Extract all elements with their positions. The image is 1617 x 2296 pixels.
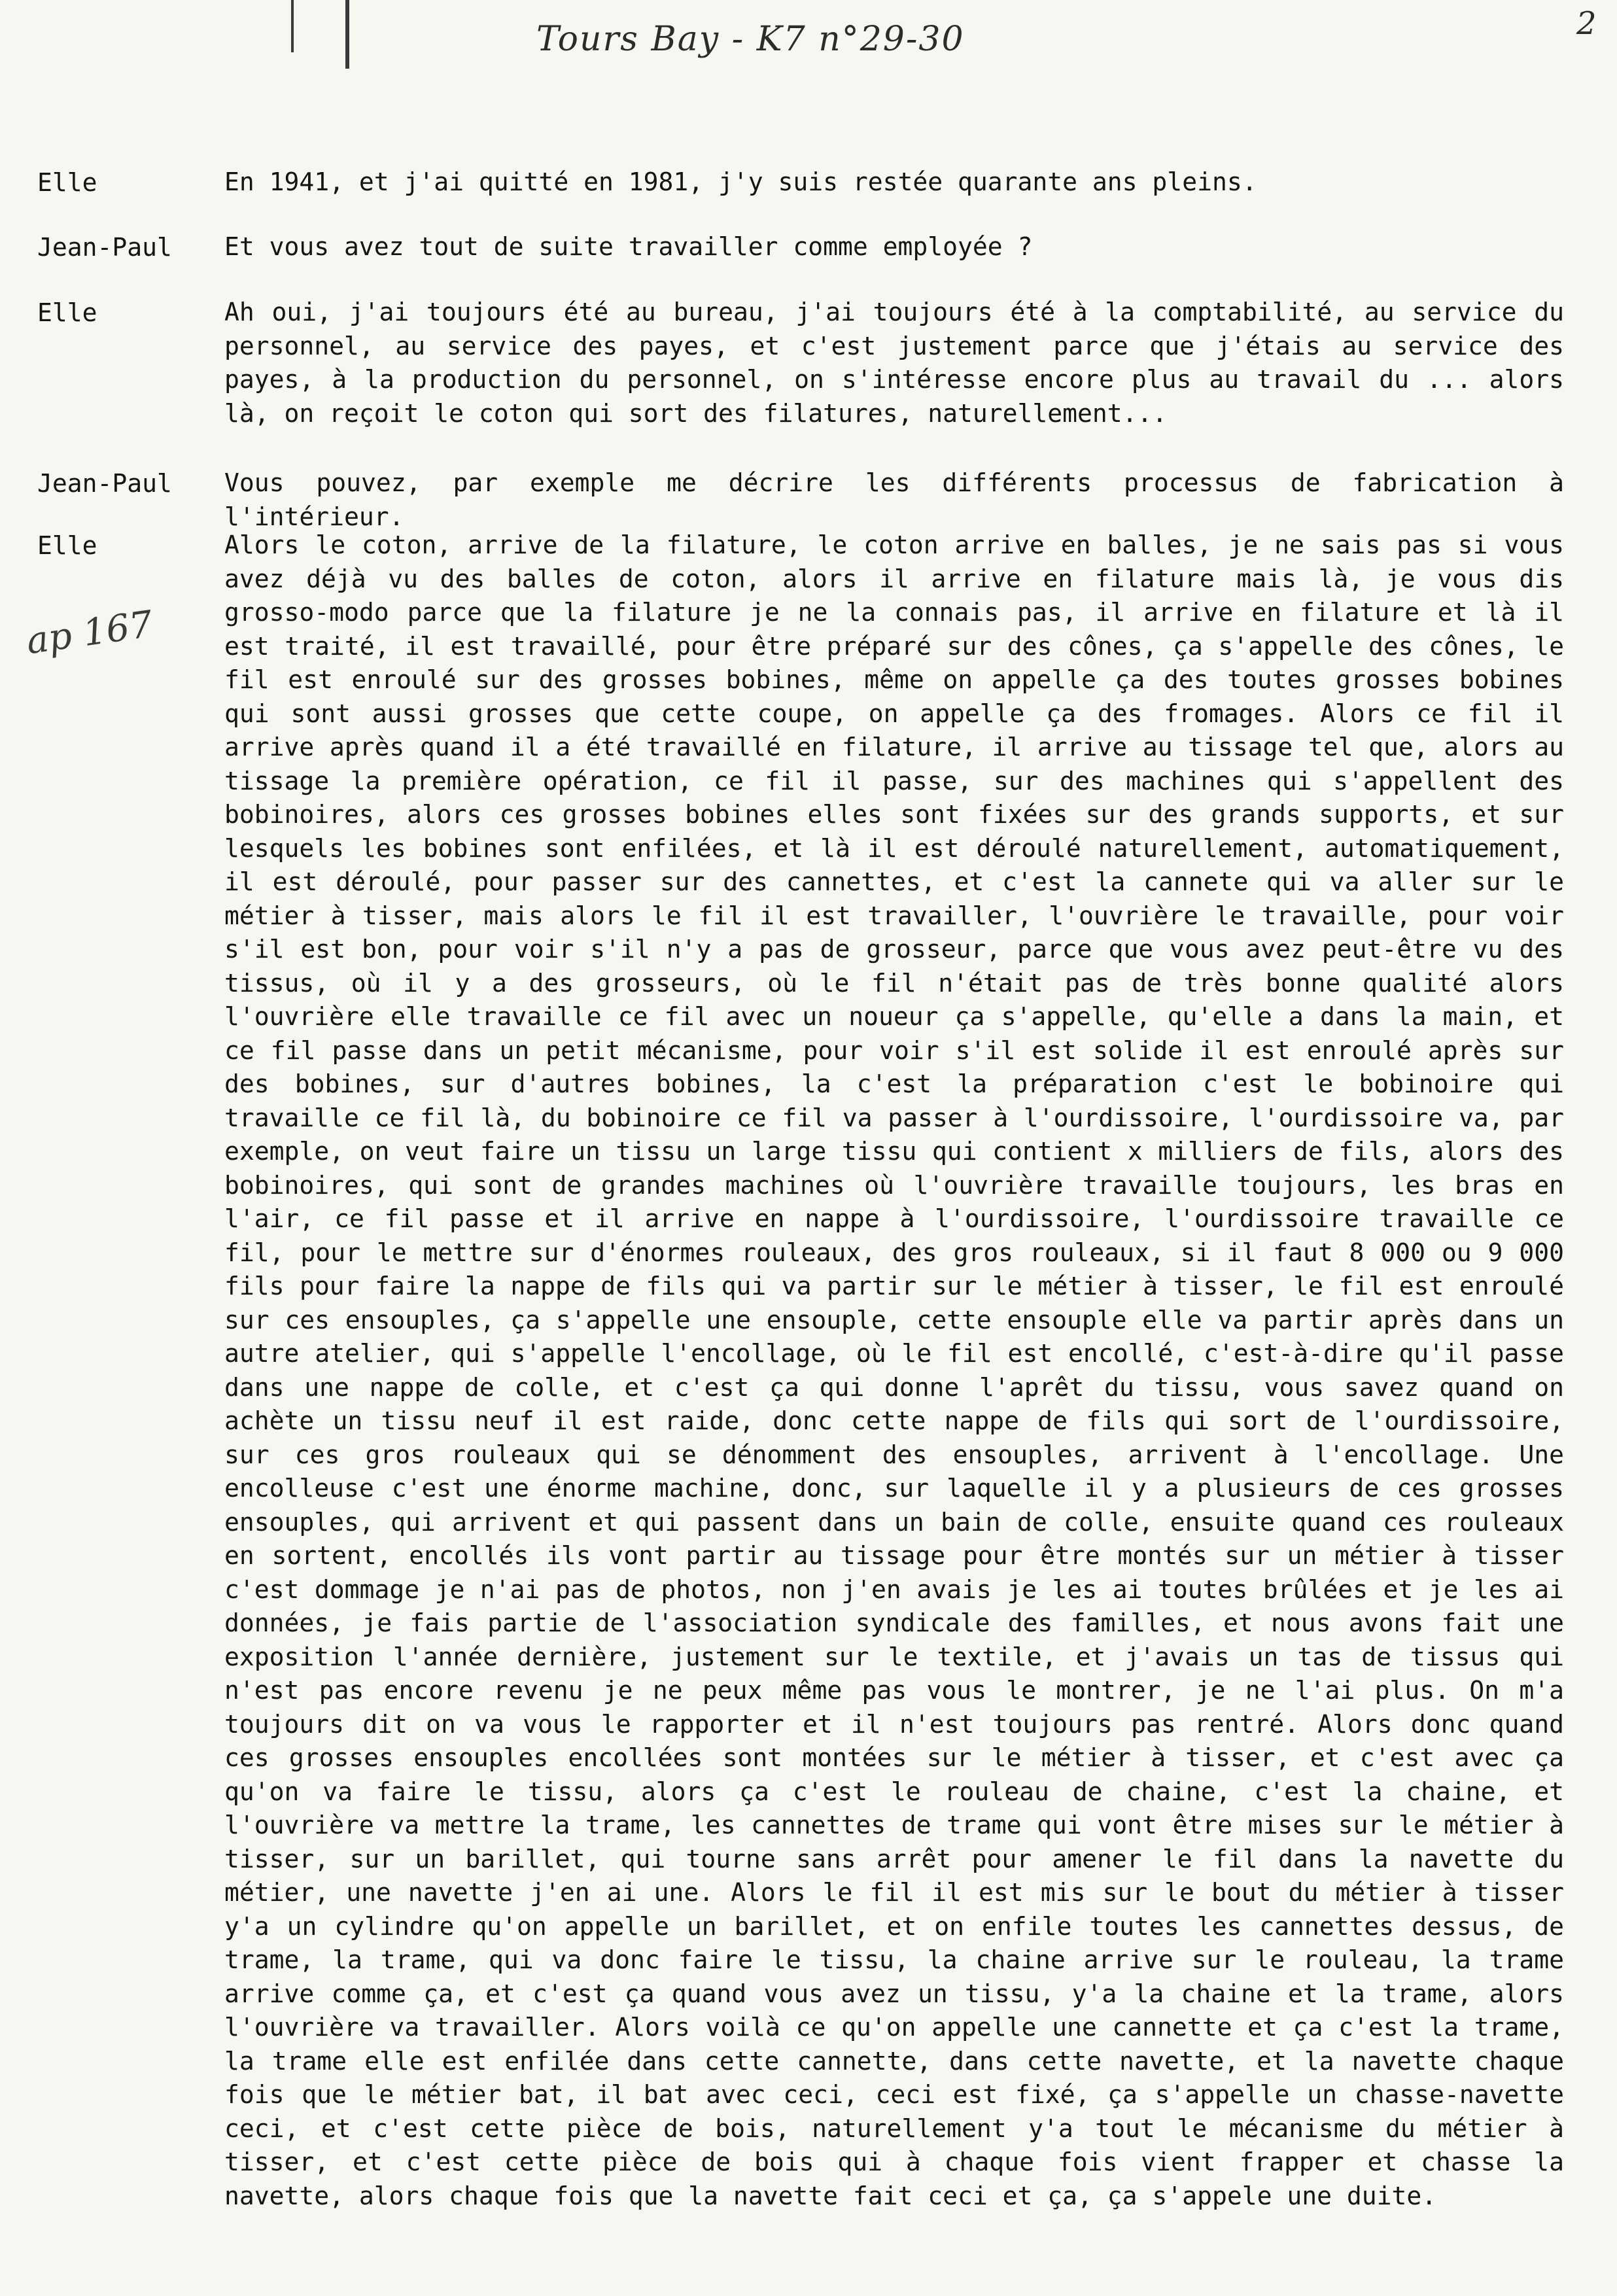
margin-rule-right [345,0,349,69]
speech-text: Alors le coton, arrive de la filature, le coton arrive en balles, je ne sais pas si vous avez déjà vu des balles de coton, alors il arrive en filature mais là, je vous dis grosso-modo parce que la filature je ne la connais pas, il arrive en filature et là il est traité, il est travaillé, pour être préparé sur des cônes, ça s'appelle des cônes, le fil est enroulé sur des grosses bobines, même on appelle ça des toutes grosses bobines qui sont aussi grosses que cette coupe, on appelle ça des fromages. Alors ce fil il arrive après quand il a été travaillé en filature, il arrive au tissage tel que, alors au tissage la première opération, ce fil il passe, sur des machines qui s'appellent des bobinoires, alors ces grosses bobines elles sont fixées sur des grands supports, et sur lesquels les bobines sont enfilées, et là il est déroulé naturellement, automatiquement, il est déroulé, pour passer sur des cannettes, et c'est la cannete qui va aller sur le métier à tisser, mais alors le fil il est travailler, l'ouvrière le travaille, pour voir s'il est bon, pour voir s'il n'y a pas de grosseur, parce que vous avez peut-être vu des tissus, où il y a des grosseurs, où le fil n'était pas de très bonne qualité alors l'ouvrière elle travaille ce fil avec un noueur ça s'appelle, qu'elle a dans la main, et ce fil passe dans un petit mécanisme, pour voir s'il est solide il est enroulé après sur des bobines, sur d'autres bobines, la c'est la préparation c'est le bobinoire qui travaille ce fil là, du bobinoire ce fil va passer à l'ourdissoire, l'ourdissoire va, par exemple, on veut faire un tissu un large tissu qui contient x milliers de fils, alors des bobinoires, qui sont de grandes machines où l'ouvrière travaille toujours, les bras en l'air, ce fil passe et il arrive en nappe à l'ourdissoire, l'ourdissoire travaille ce fil, pour le mettre sur d'énormes rouleaux, des gros rouleaux, si il faut 8 000 ou 9 000 fils pour faire la nappe de fils qui va partir sur le métier à tisser, le fil est enroulé sur ces ensouples, ça s'appelle une ensouple, cette ensouple elle va partir après dans un autre atelier, qui s'appelle l'encollage, où le fil est encollé, c'est-à-dire qu'il passe dans une nappe de colle, et c'est ça qui donne l'aprêt du tissu, vous savez quand on achète un tissu neuf il est raide, donc cette nappe de fils qui sort de l'ourdissoire, sur ces gros rouleaux qui se dénomment des ensouples, arrivent à l'encollage. Une encolleuse c'est une énorme machine, donc, sur laquelle il y a plusieurs de ces grosses ensouples, qui arrivent et qui passent dans un bain de colle, ensuite quand ces rouleaux en sortent, encollés ils vont partir au tissage pour être montés sur un métier à tisser c'est dommage je n'ai pas de photos, non j'en avais je les ai toutes brûlées et je les ai données, je fais partie de l'association syndicale des familles, et nous avons fait une exposition l'année dernière, justement sur le textile, et j'avais un tas de tissus qui n'est pas encore revenu je ne peux même pas vous le montrer, je ne l'ai plus. On m'a toujours dit on va vous le rapporter et il n'est toujours pas rentré. Alors donc quand ces grosses ensouples encollées sont montées sur le métier à tisser, et c'est avec ça qu'on va faire le tissu, alors ça c'est le rouleau de chaine, c'est la chaine, et l'ouvrière va mettre la trame, les cannettes de trame qui vont être mises sur le métier à tisser, sur un barillet, qui tourne sans arrêt pour amener le fil dans la navette du métier, une navette j'en ai une. Alors le fil il est mis sur le bout du métier à tisser y'a un cylindre qu'on appelle un barillet, et on enfile toutes les cannettes dessus, de trame, la trame, qui va donc faire le tissu, la chaine arrive sur le rouleau, la trame arrive comme ça, et c'est ça quand vous avez un tissu, y'a la chaine et la trame, alors l'ouvrière va travailler. Alors voilà ce qu'on appelle une cannette et ça c'est la trame, la trame elle est enfilée dans cette cannette, dans cette navette, et la navette chaque fois que le métier bat, il bat avec ceci, ceci est fixé, ça s'appelle un chasse-navette ceci, et c'est cette pièce de bois, naturellement y'a tout le mécanisme du métier à tisser, et c'est cette pièce de bois qui à chaque fois vient frapper et chasse la navette, alors chaque fois que la navette fait ceci et ça, ça s'appele une duite. [224,531,1564,2210]
speech-text: Vous pouvez, par exemple me décrire les différents processus de fabrication à l'intérieur. [224,468,1564,531]
page-number: 2 [1576,5,1597,42]
speaker-name: Jean-Paul [37,233,172,262]
margin-rule-left [291,0,294,52]
speech-text: Ah oui, j'ai toujours été au bureau, j'ai toujours été à la comptabilité, au service du personnel, au service des payes, et c'est justement parce que j'étais au service des payes, à la production du personnel, on s'intéresse encore plus au travail du ... alors là, on reçoit le coton qui sort des filatures, naturellement... [224,298,1564,428]
speech-text: En 1941, et j'ai quitté en 1981, j'y suis restée quarante ans pleins. [224,167,1257,196]
handwritten-margin-note: ap 167 [24,602,156,663]
speaker-name: Jean-Paul [37,469,172,498]
speaker-name: Elle [37,531,97,560]
speech-text: Et vous avez tout de suite travailler comme employée ? [224,232,1033,261]
speaker-name: Elle [37,298,97,327]
speaker-name: Elle [37,168,97,197]
handwritten-header-note: Tours Bay - K7 n°29-30 [536,20,965,59]
